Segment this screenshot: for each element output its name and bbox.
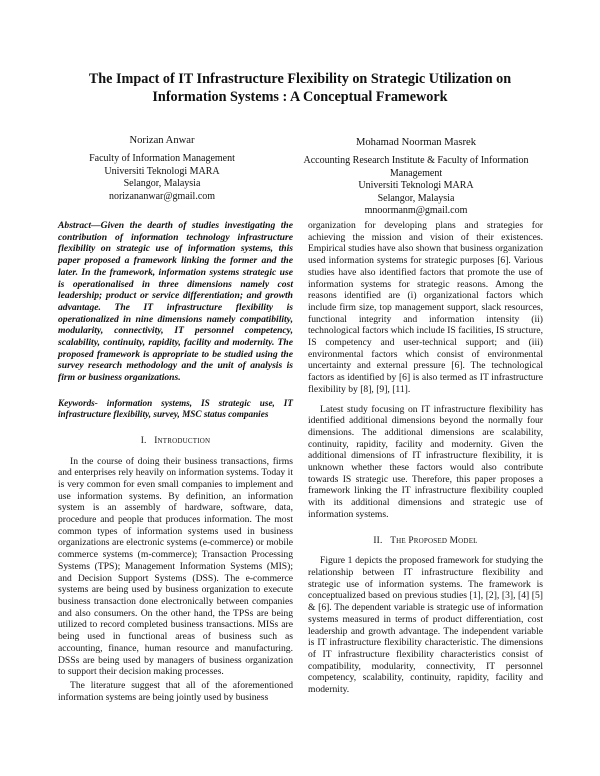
left-column: [58, 220, 293, 703]
author-block-1: [62, 135, 262, 203]
section-number: II.: [373, 535, 383, 546]
abstract: [58, 220, 293, 384]
author-block-2: [300, 137, 532, 217]
author-institution: Universiti Teknologi MARA: [104, 165, 220, 177]
author-location: Selangor, Malaysia: [377, 192, 455, 204]
section-title: Introduction: [154, 435, 211, 446]
author-name: Mohamad Noorman Masrek: [355, 137, 477, 148]
keywords-text: information systems, IS strategic use, IT infrastructure flexibility, survey, MSC status companies: [58, 397, 293, 420]
abstract-label: Abstract—: [58, 220, 101, 231]
author-location: Selangor, Malaysia: [123, 178, 201, 190]
section-heading-introduction: [58, 436, 293, 448]
paragraph-continued: organization for developing plans and strategies for achieving the mission and vision of their existences. Empirical studies have also shown that business organization used information systems for strategic purposes [6]. Various studies have also identified factors that promote the use of information systems for strategic reasons. Among the reasons identified are (i) organizational factors which include firm size, top management support, slack resources, functional integrity and information intensity (ii) technological factors which include IS facilities, IS structure, IS competency and user-technical support; and (iii) environmental factors which consist of environmental uncertainty and external pressure [6]. The technological factors as identified by [6] is also termed as IT infrastructure flexibility by [8], [9], [11].: [308, 220, 543, 395]
section-number: I.: [140, 435, 147, 446]
keywords-label: Keywords-: [58, 397, 98, 408]
paragraph: Latest study focusing on IT infrastructure flexibility has identified additional dimensions beyond the normally four dimensions. The additional dimensions are scalability, continuity, rapidity, facility and modernity. Given the additional dimensions of IT infrastructure flexibility, it is unknown whether these factors would also contribute towards IS strategic use. Therefore, this paper proposes a framework linking the IT infrastructure flexibility coupled with its additional dimensions and strategic use of information systems.: [308, 403, 543, 520]
author-affiliation: Accounting Research Institute & Faculty of Information Management: [303, 155, 529, 179]
right-column: [308, 220, 543, 696]
author-institution: Universiti Teknologi MARA: [358, 180, 474, 192]
keywords: [58, 398, 293, 421]
author-email: mnoormanm@gmail.com: [364, 205, 468, 217]
author-email: norizananwar@gmail.com: [108, 190, 216, 202]
abstract-text: Given the dearth of studies investigating the contribution of information technology infrastructure flexibility on strategic use of information systems, this paper proposed a framework linking the former and the later. In the framework, information systems strategic use is operationalised in three dimensions namely cost leadership; product or service differentiation; and growth advantage. The IT infrastructure flexibility is operationalized in nine dimensions namely compatibility, modularity, connectivity, IT personnel competency, scalability, continuity, rapidity, facility and modernity. The proposed framework is appropriate to be studied using the survey research methodology and the unit of analysis is firm or business organizations.: [58, 220, 293, 384]
author-name: Norizan Anwar: [129, 135, 195, 146]
author-affiliation: Faculty of Information Management: [89, 153, 235, 165]
paper-title: The Impact of IT Infrastructure Flexibility on Strategic Utilization on Information Systems : A Conceptual Framework: [88, 71, 512, 105]
section-title: The Proposed Model: [390, 535, 478, 546]
paragraph: Figure 1 depicts the proposed framework for studying the relationship between IT infrastructure flexibility and strategic use of information systems. The framework is conceptualized based on previous studies [1], [2], [3], [4] [5] & [6]. The dependent variable is strategic use of information systems measured in terms of product differentiation, cost leadership and growth advantage. The independent variable is IT infrastructure flexibility characteristic. The dimensions of IT infrastructure flexibility characteristics consist of compatibility, modularity, connectivity, IT personnel competency, scalability, continuity, rapidity, facility and modernity.: [308, 555, 543, 696]
paragraph: The literature suggest that all of the aforementioned information systems are being jointly used by business: [58, 679, 293, 703]
paragraph: In the course of doing their business transactions, firms and enterprises rely heavily on information systems. Today it is very common for even small companies to implement and use information systems. By definition, an information system is an assembly of hardware, software, data, procedure and people that produces information. The most common types of information systems used in business organizations are electronic systems (e-commerce) or mobile commerce systems (m-commerce); Transaction Processing Systems (TPS); Management Information Systems (MIS); and Decision Support Systems (DSS). The e-commerce systems are being used by business organization to execute business transaction done electronically between companies and also consumers. On the other hand, the TPSs are being utilized to record completed business transactions. MISs are being used in functional areas of business such as accounting, finance, human resource and manufacturing. DSSs are being used by managers of business organization to support their decision making processes.: [58, 455, 293, 678]
section-heading-proposed-model: [308, 536, 543, 548]
